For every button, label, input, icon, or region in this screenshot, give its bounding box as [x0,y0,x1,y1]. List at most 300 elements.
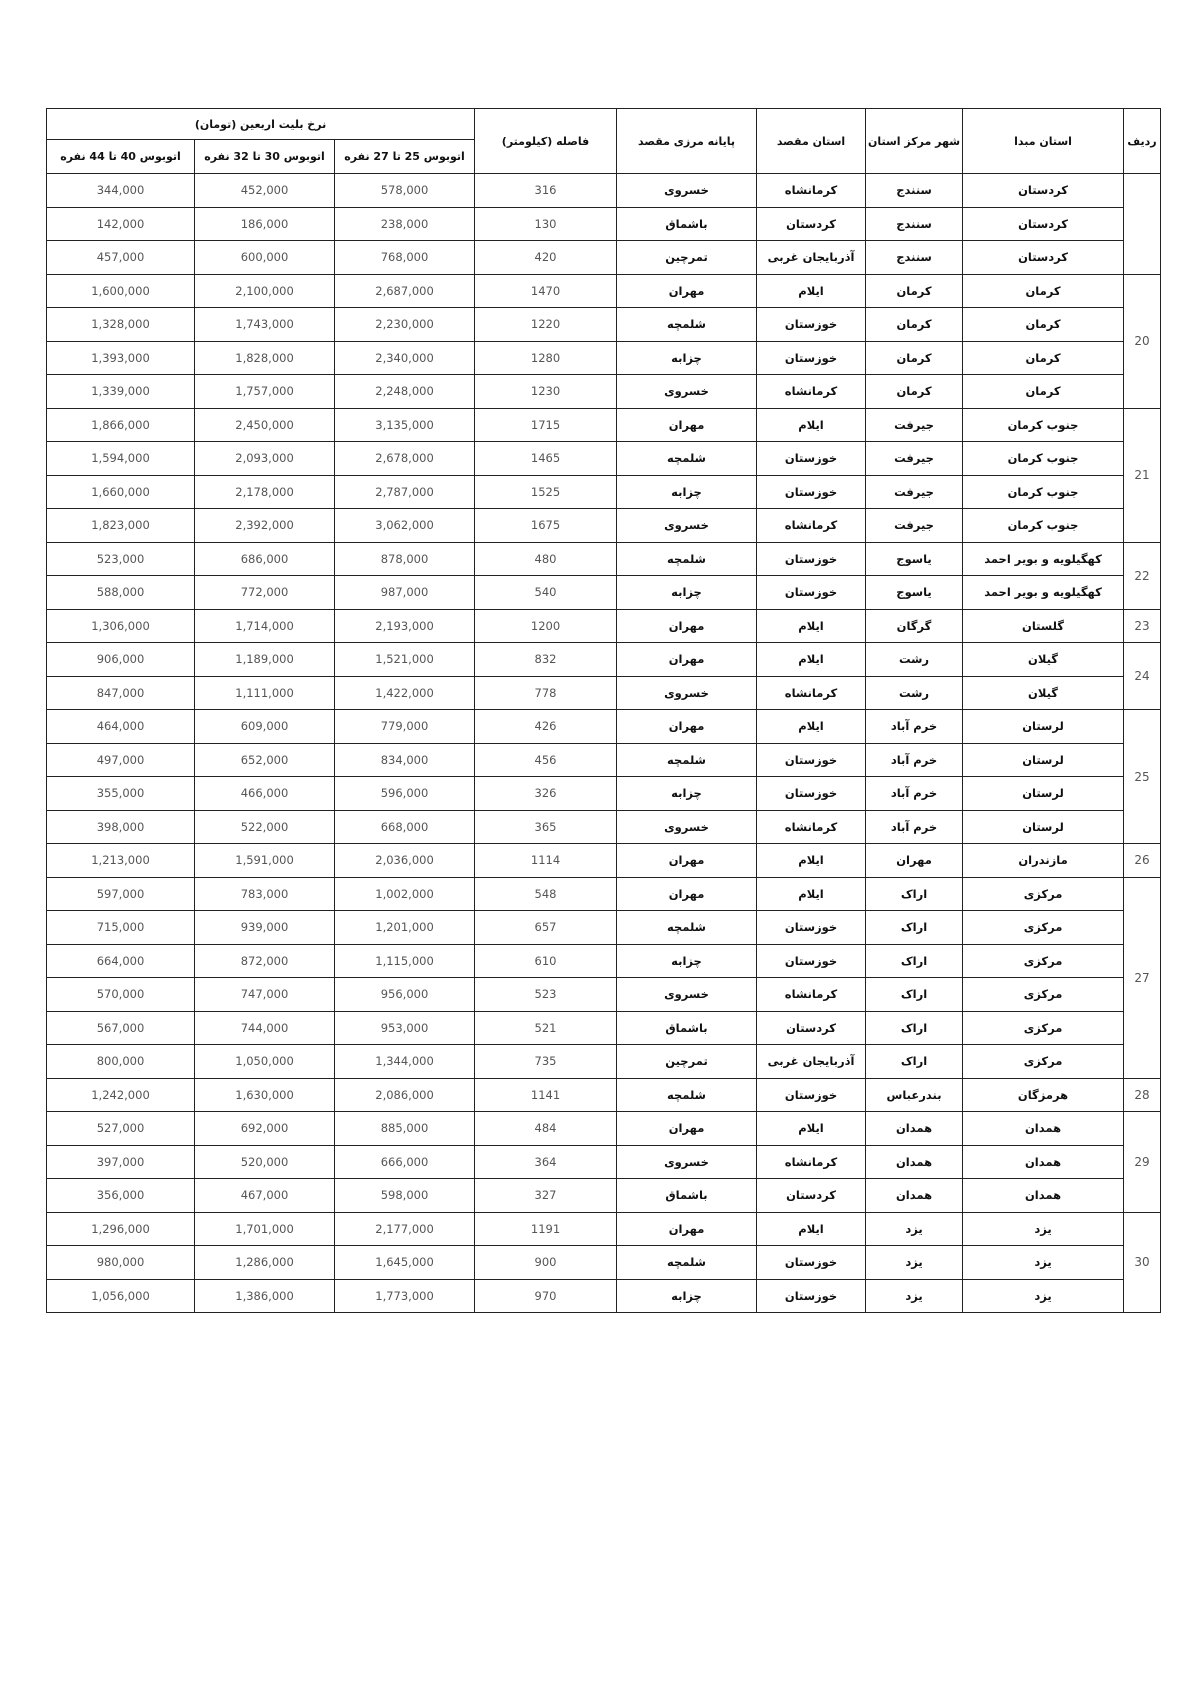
table-row [47,1145,1161,1179]
dest-province-cell: خوزستان [757,743,866,777]
distance-cell: 316 [475,174,617,208]
fare-30-32-cell: 186,000 [195,207,335,241]
fare-25-27-cell: 2,678,000 [335,442,475,476]
fare-40-44-cell: 664,000 [47,944,195,978]
row-number-cell: 30 [1124,1212,1161,1313]
origin-province-cell: مرکزی [963,1011,1124,1045]
fare-40-44-cell: 1,056,000 [47,1279,195,1313]
province-center-cell: اراک [866,944,963,978]
border-terminal-cell: خسروی [617,810,757,844]
dest-province-cell: ایلام [757,1112,866,1146]
fare-25-27-cell: 2,177,000 [335,1212,475,1246]
table-row [47,710,1161,744]
fare-25-27-cell: 238,000 [335,207,475,241]
table-row [47,1011,1161,1045]
dest-province-cell: ایلام [757,408,866,442]
province-center-cell: یزد [866,1246,963,1280]
dest-province-cell: آذربایجان غربی [757,1045,866,1079]
fare-25-27-cell: 987,000 [335,576,475,610]
origin-province-cell: کهگیلویه و بویر احمد [963,576,1124,610]
border-terminal-cell: مهران [617,844,757,878]
province-center-cell: یزد [866,1212,963,1246]
table-row [47,341,1161,375]
province-center-cell: کرمان [866,308,963,342]
row-number-cell: 23 [1124,609,1161,643]
fare-40-44-cell: 497,000 [47,743,195,777]
distance-cell: 420 [475,241,617,275]
border-terminal-cell: چزابه [617,475,757,509]
distance-cell: 327 [475,1179,617,1213]
province-center-cell: جیرفت [866,509,963,543]
table-row [47,1246,1161,1280]
border-terminal-cell: شلمچه [617,542,757,576]
fare-25-27-cell: 1,521,000 [335,643,475,677]
fare-40-44-cell: 800,000 [47,1045,195,1079]
province-center-cell: اراک [866,911,963,945]
distance-cell: 456 [475,743,617,777]
fare-40-44-cell: 1,393,000 [47,341,195,375]
distance-cell: 540 [475,576,617,610]
fare-40-44-cell: 847,000 [47,676,195,710]
fare-25-27-cell: 885,000 [335,1112,475,1146]
border-terminal-cell: مهران [617,710,757,744]
border-terminal-cell: باشماق [617,1011,757,1045]
fare-40-44-cell: 464,000 [47,710,195,744]
province-center-cell: رشت [866,643,963,677]
dest-province-cell: کردستان [757,1011,866,1045]
row-number-cell: 28 [1124,1078,1161,1112]
fare-25-27-cell: 1,422,000 [335,676,475,710]
dest-province-cell: خوزستان [757,944,866,978]
distance-cell: 130 [475,207,617,241]
fare-30-32-cell: 872,000 [195,944,335,978]
fare-40-44-cell: 1,328,000 [47,308,195,342]
fare-25-27-cell: 2,230,000 [335,308,475,342]
fare-30-32-cell: 466,000 [195,777,335,811]
border-terminal-cell: چزابه [617,1279,757,1313]
border-terminal-cell: مهران [617,408,757,442]
province-center-cell: جیرفت [866,475,963,509]
fare-40-44-cell: 1,594,000 [47,442,195,476]
table-row [47,1078,1161,1112]
province-center-cell: یزد [866,1279,963,1313]
fare-30-32-cell: 1,286,000 [195,1246,335,1280]
table-row [47,777,1161,811]
dest-province-cell: ایلام [757,1212,866,1246]
province-center-cell: اراک [866,1011,963,1045]
province-center-cell: یاسوج [866,542,963,576]
distance-cell: 548 [475,877,617,911]
fare-25-27-cell: 953,000 [335,1011,475,1045]
fare-30-32-cell: 2,392,000 [195,509,335,543]
fare-25-27-cell: 834,000 [335,743,475,777]
border-terminal-cell: چزابه [617,341,757,375]
border-terminal-cell: شلمچه [617,1078,757,1112]
table-row [47,1045,1161,1079]
table-row [47,375,1161,409]
dest-province-cell: کرمانشاه [757,375,866,409]
origin-province-cell: همدان [963,1112,1124,1146]
fare-25-27-cell: 956,000 [335,978,475,1012]
dest-province-cell: خوزستان [757,308,866,342]
distance-cell: 364 [475,1145,617,1179]
border-terminal-cell: چزابه [617,944,757,978]
header-bus-40-44: اتوبوس 40 تا 44 نفره [47,140,195,174]
province-center-cell: سنندج [866,174,963,208]
fare-25-27-cell: 2,248,000 [335,375,475,409]
dest-province-cell: کردستان [757,1179,866,1213]
distance-cell: 1525 [475,475,617,509]
border-terminal-cell: خسروی [617,509,757,543]
fare-25-27-cell: 2,086,000 [335,1078,475,1112]
origin-province-cell: کردستان [963,174,1124,208]
border-terminal-cell: خسروی [617,978,757,1012]
dest-province-cell: ایلام [757,710,866,744]
distance-cell: 523 [475,978,617,1012]
fare-30-32-cell: 1,386,000 [195,1279,335,1313]
origin-province-cell: کرمان [963,274,1124,308]
origin-province-cell: یزد [963,1246,1124,1280]
row-number-cell: 26 [1124,844,1161,878]
row-number-cell: 22 [1124,542,1161,609]
fare-40-44-cell: 570,000 [47,978,195,1012]
fare-25-27-cell: 2,193,000 [335,609,475,643]
border-terminal-cell: مهران [617,877,757,911]
border-terminal-cell: چزابه [617,576,757,610]
border-terminal-cell: شلمچه [617,743,757,777]
origin-province-cell: لرستان [963,810,1124,844]
row-number-cell: 21 [1124,408,1161,542]
fare-30-32-cell: 1,828,000 [195,341,335,375]
province-center-cell: خرم آباد [866,743,963,777]
origin-province-cell: جنوب کرمان [963,509,1124,543]
province-center-cell: همدان [866,1179,963,1213]
dest-province-cell: کرمانشاه [757,978,866,1012]
fare-25-27-cell: 578,000 [335,174,475,208]
table-row [47,174,1161,208]
distance-cell: 1675 [475,509,617,543]
table-body [47,174,1161,1313]
dest-province-cell: خوزستان [757,1279,866,1313]
fare-30-32-cell: 1,630,000 [195,1078,335,1112]
fare-30-32-cell: 2,178,000 [195,475,335,509]
fare-40-44-cell: 356,000 [47,1179,195,1213]
header-row-no: ردیف [1124,109,1161,174]
dest-province-cell: کرمانشاه [757,1145,866,1179]
fare-40-44-cell: 398,000 [47,810,195,844]
origin-province-cell: کهگیلویه و بویر احمد [963,542,1124,576]
table-header [47,109,1161,174]
table-row [47,1279,1161,1313]
row-number-cell: 27 [1124,877,1161,1078]
fare-30-32-cell: 2,450,000 [195,408,335,442]
table-row [47,475,1161,509]
border-terminal-cell: باشماق [617,1179,757,1213]
table-row [47,442,1161,476]
fare-30-32-cell: 692,000 [195,1112,335,1146]
fare-40-44-cell: 1,823,000 [47,509,195,543]
distance-cell: 1715 [475,408,617,442]
fare-40-44-cell: 1,306,000 [47,609,195,643]
border-terminal-cell: باشماق [617,207,757,241]
origin-province-cell: کردستان [963,241,1124,275]
origin-province-cell: کردستان [963,207,1124,241]
fare-40-44-cell: 527,000 [47,1112,195,1146]
border-terminal-cell: شلمچه [617,1246,757,1280]
table-row [47,944,1161,978]
distance-cell: 1114 [475,844,617,878]
border-terminal-cell: خسروی [617,174,757,208]
fare-30-32-cell: 1,743,000 [195,308,335,342]
dest-province-cell: ایلام [757,844,866,878]
fare-25-27-cell: 1,201,000 [335,911,475,945]
fare-25-27-cell: 768,000 [335,241,475,275]
fare-40-44-cell: 1,660,000 [47,475,195,509]
dest-province-cell: ایلام [757,643,866,677]
origin-province-cell: گیلان [963,676,1124,710]
fare-40-44-cell: 1,296,000 [47,1212,195,1246]
dest-province-cell: ایلام [757,877,866,911]
table-row [47,542,1161,576]
province-center-cell: کرمان [866,375,963,409]
table-row [47,408,1161,442]
border-terminal-cell: مهران [617,643,757,677]
province-center-cell: سنندج [866,241,963,275]
dest-province-cell: کرمانشاه [757,810,866,844]
header-province-center: شهر مرکز استان [866,109,963,174]
border-terminal-cell: مهران [617,1112,757,1146]
fare-40-44-cell: 1,242,000 [47,1078,195,1112]
origin-province-cell: کرمان [963,375,1124,409]
fare-40-44-cell: 980,000 [47,1246,195,1280]
distance-cell: 970 [475,1279,617,1313]
fare-30-32-cell: 1,701,000 [195,1212,335,1246]
header-bus-30-32: اتوبوس 30 تا 32 نفره [195,140,335,174]
header-distance: فاصله (کیلومتر) [475,109,617,174]
table-row [47,576,1161,610]
distance-cell: 365 [475,810,617,844]
header-bus-25-27: اتوبوس 25 تا 27 نفره [335,140,475,174]
province-center-cell: یاسوج [866,576,963,610]
origin-province-cell: هرمزگان [963,1078,1124,1112]
fare-30-32-cell: 452,000 [195,174,335,208]
origin-province-cell: مرکزی [963,944,1124,978]
distance-cell: 1220 [475,308,617,342]
fare-30-32-cell: 747,000 [195,978,335,1012]
row-number-cell: 29 [1124,1112,1161,1213]
fare-25-27-cell: 2,340,000 [335,341,475,375]
origin-province-cell: جنوب کرمان [963,408,1124,442]
distance-cell: 426 [475,710,617,744]
province-center-cell: اراک [866,1045,963,1079]
distance-cell: 1465 [475,442,617,476]
distance-cell: 326 [475,777,617,811]
border-terminal-cell: تمرچین [617,1045,757,1079]
fare-40-44-cell: 142,000 [47,207,195,241]
fare-40-44-cell: 1,600,000 [47,274,195,308]
origin-province-cell: مرکزی [963,1045,1124,1079]
province-center-cell: رشت [866,676,963,710]
fare-table [46,108,1161,1313]
distance-cell: 610 [475,944,617,978]
fare-25-27-cell: 779,000 [335,710,475,744]
dest-province-cell: خوزستان [757,475,866,509]
fare-40-44-cell: 457,000 [47,241,195,275]
province-center-cell: همدان [866,1112,963,1146]
fare-30-32-cell: 1,714,000 [195,609,335,643]
fare-30-32-cell: 652,000 [195,743,335,777]
table-row [47,676,1161,710]
border-terminal-cell: مهران [617,274,757,308]
table-row [47,1112,1161,1146]
border-terminal-cell: شلمچه [617,308,757,342]
fare-30-32-cell: 2,100,000 [195,274,335,308]
row-number-cell: 25 [1124,710,1161,844]
fare-25-27-cell: 2,687,000 [335,274,475,308]
table-row [47,911,1161,945]
origin-province-cell: مرکزی [963,877,1124,911]
border-terminal-cell: مهران [617,609,757,643]
fare-25-27-cell: 666,000 [335,1145,475,1179]
border-terminal-cell: تمرچین [617,241,757,275]
table-row [47,978,1161,1012]
origin-province-cell: لرستان [963,743,1124,777]
distance-cell: 1230 [475,375,617,409]
fare-30-32-cell: 1,111,000 [195,676,335,710]
fare-40-44-cell: 1,866,000 [47,408,195,442]
origin-province-cell: کرمان [963,308,1124,342]
origin-province-cell: همدان [963,1145,1124,1179]
row-number-cell [1124,174,1161,275]
dest-province-cell: ایلام [757,274,866,308]
fare-25-27-cell: 1,645,000 [335,1246,475,1280]
fare-25-27-cell: 3,135,000 [335,408,475,442]
dest-province-cell: کرمانشاه [757,509,866,543]
origin-province-cell: جنوب کرمان [963,442,1124,476]
distance-cell: 778 [475,676,617,710]
table-row [47,241,1161,275]
distance-cell: 735 [475,1045,617,1079]
table-row [47,1212,1161,1246]
distance-cell: 832 [475,643,617,677]
distance-cell: 900 [475,1246,617,1280]
province-center-cell: کرمان [866,274,963,308]
distance-cell: 484 [475,1112,617,1146]
dest-province-cell: کرمانشاه [757,676,866,710]
fare-40-44-cell: 715,000 [47,911,195,945]
province-center-cell: کرمان [866,341,963,375]
origin-province-cell: مازندران [963,844,1124,878]
fare-40-44-cell: 344,000 [47,174,195,208]
distance-cell: 1141 [475,1078,617,1112]
fare-30-32-cell: 520,000 [195,1145,335,1179]
fare-40-44-cell: 597,000 [47,877,195,911]
distance-cell: 1280 [475,341,617,375]
fare-25-27-cell: 598,000 [335,1179,475,1213]
border-terminal-cell: خسروی [617,1145,757,1179]
dest-province-cell: خوزستان [757,542,866,576]
fare-30-32-cell: 783,000 [195,877,335,911]
province-center-cell: گرگان [866,609,963,643]
dest-province-cell: خوزستان [757,442,866,476]
fare-25-27-cell: 878,000 [335,542,475,576]
origin-province-cell: گیلان [963,643,1124,677]
dest-province-cell: خوزستان [757,341,866,375]
distance-cell: 1470 [475,274,617,308]
dest-province-cell: خوزستان [757,1078,866,1112]
fare-25-27-cell: 1,002,000 [335,877,475,911]
fare-40-44-cell: 1,339,000 [47,375,195,409]
table-row [47,274,1161,308]
fare-30-32-cell: 772,000 [195,576,335,610]
row-number-cell: 24 [1124,643,1161,710]
fare-30-32-cell: 600,000 [195,241,335,275]
fare-30-32-cell: 609,000 [195,710,335,744]
province-center-cell: همدان [866,1145,963,1179]
fare-30-32-cell: 522,000 [195,810,335,844]
province-center-cell: جیرفت [866,442,963,476]
fare-25-27-cell: 1,773,000 [335,1279,475,1313]
origin-province-cell: یزد [963,1279,1124,1313]
dest-province-cell: کردستان [757,207,866,241]
fare-40-44-cell: 567,000 [47,1011,195,1045]
border-terminal-cell: مهران [617,1212,757,1246]
fare-25-27-cell: 2,787,000 [335,475,475,509]
border-terminal-cell: خسروی [617,375,757,409]
origin-province-cell: کرمان [963,341,1124,375]
fare-30-32-cell: 686,000 [195,542,335,576]
table-row [47,877,1161,911]
fare-30-32-cell: 1,189,000 [195,643,335,677]
header-origin-province: استان مبدا [963,109,1124,174]
fare-40-44-cell: 1,213,000 [47,844,195,878]
header-dest-province: استان مقصد [757,109,866,174]
distance-cell: 1191 [475,1212,617,1246]
dest-province-cell: خوزستان [757,1246,866,1280]
origin-province-cell: یزد [963,1212,1124,1246]
origin-province-cell: همدان [963,1179,1124,1213]
province-center-cell: جیرفت [866,408,963,442]
fare-40-44-cell: 397,000 [47,1145,195,1179]
table-row [47,1179,1161,1213]
dest-province-cell: خوزستان [757,911,866,945]
fare-25-27-cell: 1,115,000 [335,944,475,978]
fare-25-27-cell: 596,000 [335,777,475,811]
province-center-cell: خرم آباد [866,777,963,811]
fare-25-27-cell: 668,000 [335,810,475,844]
province-center-cell: خرم آباد [866,810,963,844]
fare-30-32-cell: 1,591,000 [195,844,335,878]
table-row [47,643,1161,677]
distance-cell: 657 [475,911,617,945]
table-row [47,207,1161,241]
origin-province-cell: جنوب کرمان [963,475,1124,509]
border-terminal-cell: چزابه [617,777,757,811]
border-terminal-cell: شلمچه [617,442,757,476]
header-border-terminal: پایانه مرزی مقصد [617,109,757,174]
origin-province-cell: مرکزی [963,978,1124,1012]
dest-province-cell: خوزستان [757,777,866,811]
province-center-cell: خرم آباد [866,710,963,744]
fare-30-32-cell: 939,000 [195,911,335,945]
fare-40-44-cell: 355,000 [47,777,195,811]
fare-30-32-cell: 467,000 [195,1179,335,1213]
distance-cell: 1200 [475,609,617,643]
table-row [47,609,1161,643]
fare-30-32-cell: 1,757,000 [195,375,335,409]
border-terminal-cell: خسروی [617,676,757,710]
distance-cell: 480 [475,542,617,576]
